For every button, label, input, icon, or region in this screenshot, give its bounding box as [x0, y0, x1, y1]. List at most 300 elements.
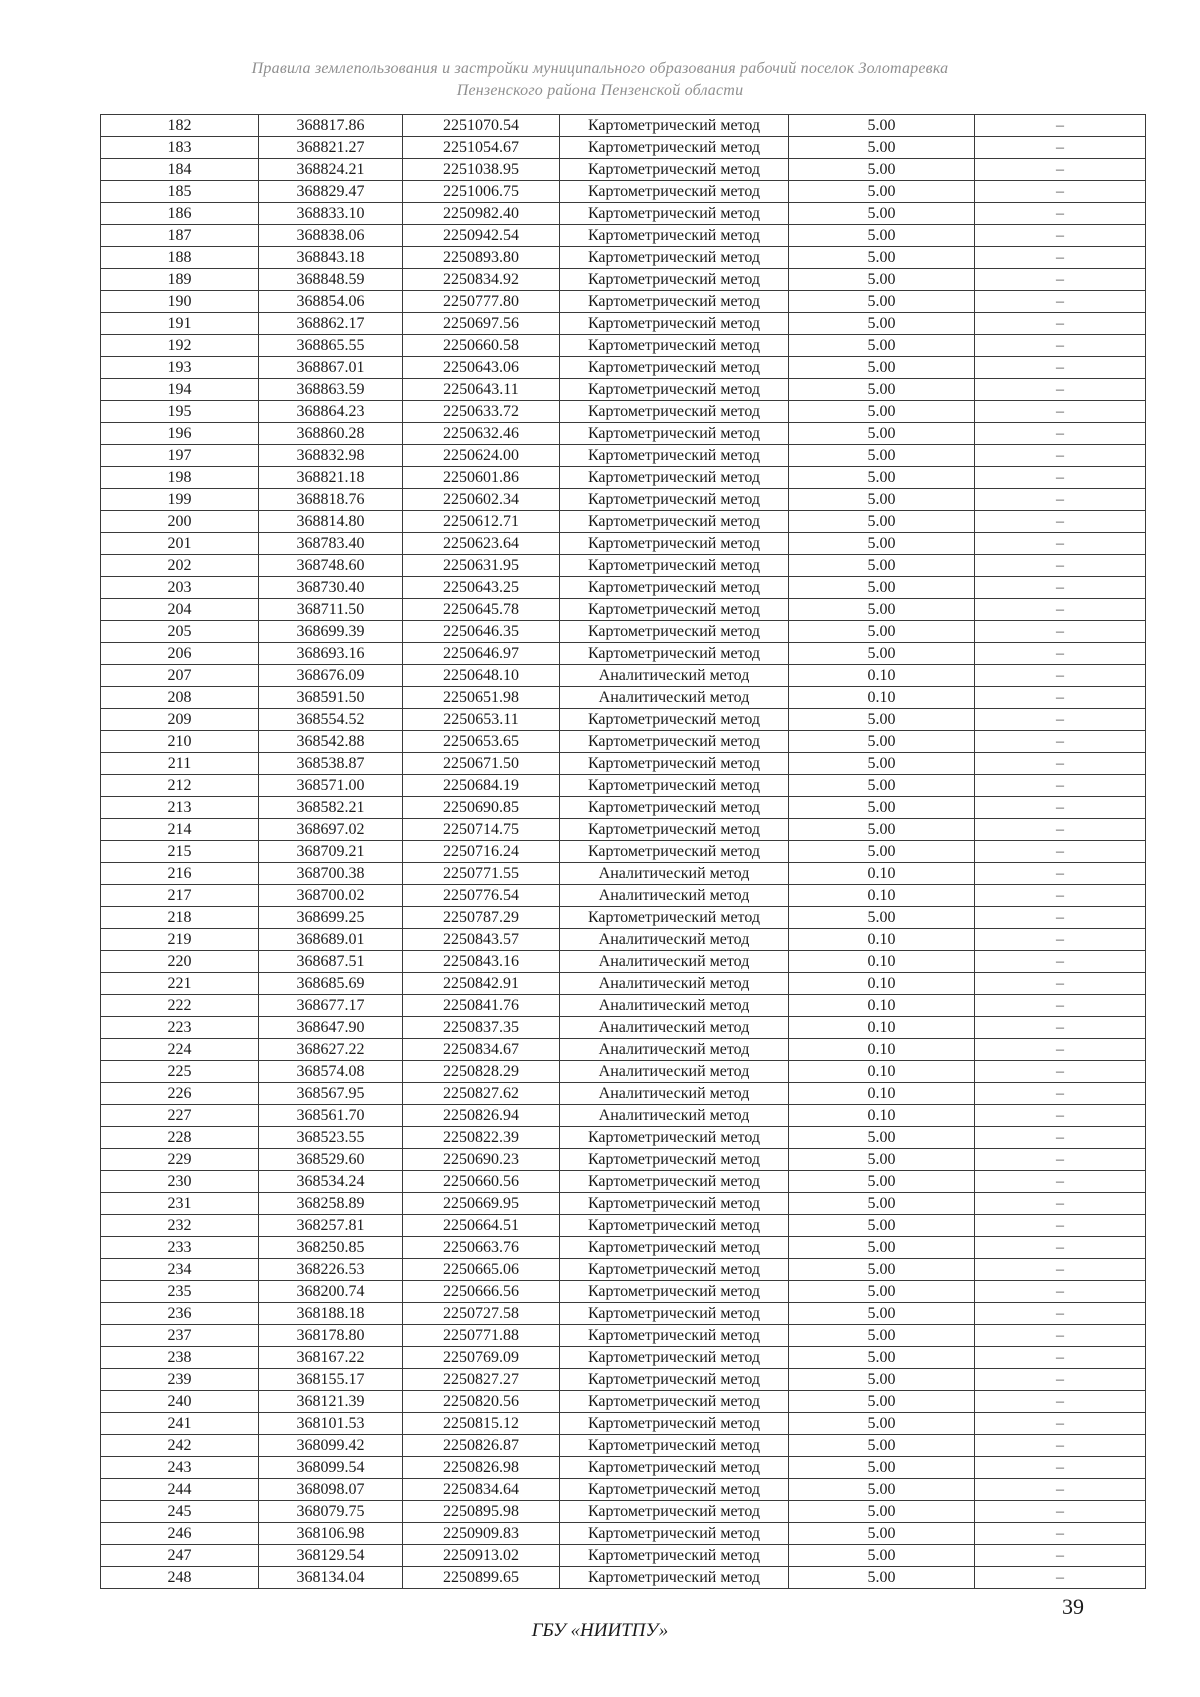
y-coordinate-cell: 2250624.00: [403, 445, 560, 467]
y-coordinate-cell: 2250828.29: [403, 1061, 560, 1083]
accuracy-cell: 5.00: [789, 313, 975, 335]
accuracy-cell: 5.00: [789, 269, 975, 291]
accuracy-cell: 5.00: [789, 291, 975, 313]
method-cell: Картометрический метод: [560, 269, 789, 291]
method-cell: Аналитический метод: [560, 1017, 789, 1039]
x-coordinate-cell: 368829.47: [259, 181, 403, 203]
note-cell: –: [975, 291, 1146, 313]
note-cell: –: [975, 1281, 1146, 1303]
x-coordinate-cell: 368257.81: [259, 1215, 403, 1237]
table-row: [101, 907, 1146, 929]
x-coordinate-cell: 368099.42: [259, 1435, 403, 1457]
accuracy-cell: 5.00: [789, 797, 975, 819]
page-number: 39: [1062, 1594, 1084, 1619]
accuracy-cell: 0.10: [789, 951, 975, 973]
accuracy-cell: 5.00: [789, 1391, 975, 1413]
note-cell: –: [975, 643, 1146, 665]
x-coordinate-cell: 368848.59: [259, 269, 403, 291]
method-cell: Картометрический метод: [560, 181, 789, 203]
note-cell: –: [975, 489, 1146, 511]
method-cell: Картометрический метод: [560, 467, 789, 489]
table-row: [101, 1369, 1146, 1391]
accuracy-cell: 0.10: [789, 1017, 975, 1039]
table-row: [101, 1149, 1146, 1171]
point-number-cell: 189: [101, 269, 259, 291]
method-cell: Картометрический метод: [560, 1193, 789, 1215]
point-number-cell: 188: [101, 247, 259, 269]
table-row: [101, 1171, 1146, 1193]
point-number-cell: 210: [101, 731, 259, 753]
method-cell: Картометрический метод: [560, 797, 789, 819]
note-cell: –: [975, 181, 1146, 203]
table-row: [101, 621, 1146, 643]
accuracy-cell: 5.00: [789, 335, 975, 357]
y-coordinate-cell: 2250942.54: [403, 225, 560, 247]
point-number-cell: 227: [101, 1105, 259, 1127]
y-coordinate-cell: 2250648.10: [403, 665, 560, 687]
point-number-cell: 217: [101, 885, 259, 907]
table-row: [101, 1391, 1146, 1413]
method-cell: Картометрический метод: [560, 1413, 789, 1435]
x-coordinate-cell: 368542.88: [259, 731, 403, 753]
method-cell: Картометрический метод: [560, 137, 789, 159]
accuracy-cell: 5.00: [789, 1215, 975, 1237]
x-coordinate-cell: 368832.98: [259, 445, 403, 467]
method-cell: Картометрический метод: [560, 1303, 789, 1325]
accuracy-cell: 0.10: [789, 1039, 975, 1061]
x-coordinate-cell: 368697.02: [259, 819, 403, 841]
accuracy-cell: 5.00: [789, 1479, 975, 1501]
y-coordinate-cell: 2250632.46: [403, 423, 560, 445]
accuracy-cell: 5.00: [789, 1325, 975, 1347]
note-cell: –: [975, 819, 1146, 841]
x-coordinate-cell: 368591.50: [259, 687, 403, 709]
point-number-cell: 196: [101, 423, 259, 445]
method-cell: Картометрический метод: [560, 423, 789, 445]
table-row: [101, 423, 1146, 445]
accuracy-cell: 5.00: [789, 1435, 975, 1457]
x-coordinate-cell: 368699.25: [259, 907, 403, 929]
table-row: [101, 379, 1146, 401]
y-coordinate-cell: 2250787.29: [403, 907, 560, 929]
table-row: [101, 1523, 1146, 1545]
y-coordinate-cell: 2250899.65: [403, 1567, 560, 1589]
x-coordinate-cell: 368730.40: [259, 577, 403, 599]
point-number-cell: 194: [101, 379, 259, 401]
method-cell: Картометрический метод: [560, 115, 789, 137]
point-number-cell: 187: [101, 225, 259, 247]
point-number-cell: 203: [101, 577, 259, 599]
x-coordinate-cell: 368129.54: [259, 1545, 403, 1567]
point-number-cell: 240: [101, 1391, 259, 1413]
x-coordinate-cell: 368709.21: [259, 841, 403, 863]
point-number-cell: 195: [101, 401, 259, 423]
table-row: [101, 1105, 1146, 1127]
note-cell: –: [975, 533, 1146, 555]
note-cell: –: [975, 1193, 1146, 1215]
point-number-cell: 247: [101, 1545, 259, 1567]
point-number-cell: 199: [101, 489, 259, 511]
x-coordinate-cell: 368188.18: [259, 1303, 403, 1325]
method-cell: Картометрический метод: [560, 1171, 789, 1193]
header-line-2: Пензенского района Пензенской области: [456, 82, 744, 99]
point-number-cell: 185: [101, 181, 259, 203]
accuracy-cell: 5.00: [789, 753, 975, 775]
point-number-cell: 224: [101, 1039, 259, 1061]
x-coordinate-cell: 368700.38: [259, 863, 403, 885]
method-cell: Аналитический метод: [560, 687, 789, 709]
y-coordinate-cell: 2250837.35: [403, 1017, 560, 1039]
y-coordinate-cell: 2250690.23: [403, 1149, 560, 1171]
y-coordinate-cell: 2250601.86: [403, 467, 560, 489]
x-coordinate-cell: 368814.80: [259, 511, 403, 533]
table-row: [101, 929, 1146, 951]
method-cell: Картометрический метод: [560, 1127, 789, 1149]
accuracy-cell: 5.00: [789, 203, 975, 225]
accuracy-cell: 5.00: [789, 379, 975, 401]
accuracy-cell: 5.00: [789, 137, 975, 159]
table-row: [101, 1281, 1146, 1303]
x-coordinate-cell: 368783.40: [259, 533, 403, 555]
method-cell: Картометрический метод: [560, 1325, 789, 1347]
table-row: [101, 1567, 1146, 1589]
point-number-cell: 235: [101, 1281, 259, 1303]
x-coordinate-cell: 368121.39: [259, 1391, 403, 1413]
accuracy-cell: 0.10: [789, 863, 975, 885]
accuracy-cell: 5.00: [789, 489, 975, 511]
method-cell: Картометрический метод: [560, 1347, 789, 1369]
method-cell: Аналитический метод: [560, 1039, 789, 1061]
note-cell: –: [975, 907, 1146, 929]
point-number-cell: 246: [101, 1523, 259, 1545]
table-row: [101, 401, 1146, 423]
note-cell: –: [975, 577, 1146, 599]
note-cell: –: [975, 1567, 1146, 1589]
table-row: [101, 181, 1146, 203]
y-coordinate-cell: 2250727.58: [403, 1303, 560, 1325]
accuracy-cell: 5.00: [789, 1369, 975, 1391]
table-row: [101, 665, 1146, 687]
accuracy-cell: 5.00: [789, 599, 975, 621]
y-coordinate-cell: 2250826.98: [403, 1457, 560, 1479]
point-number-cell: 193: [101, 357, 259, 379]
point-number-cell: 245: [101, 1501, 259, 1523]
y-coordinate-cell: 2250834.64: [403, 1479, 560, 1501]
note-cell: –: [975, 467, 1146, 489]
note-cell: –: [975, 357, 1146, 379]
point-number-cell: 244: [101, 1479, 259, 1501]
table-row: [101, 1325, 1146, 1347]
accuracy-cell: 5.00: [789, 401, 975, 423]
method-cell: Картометрический метод: [560, 357, 789, 379]
table-row: [101, 357, 1146, 379]
x-coordinate-cell: 368167.22: [259, 1347, 403, 1369]
x-coordinate-cell: 368699.39: [259, 621, 403, 643]
footer-organization: ГБУ «НИИТПУ»: [531, 1620, 669, 1641]
y-coordinate-cell: 2250834.67: [403, 1039, 560, 1061]
note-cell: –: [975, 929, 1146, 951]
method-cell: Картометрический метод: [560, 1237, 789, 1259]
method-cell: Картометрический метод: [560, 533, 789, 555]
y-coordinate-cell: 2250633.72: [403, 401, 560, 423]
table-row: [101, 115, 1146, 137]
note-cell: –: [975, 1171, 1146, 1193]
point-number-cell: 198: [101, 467, 259, 489]
note-cell: –: [975, 1303, 1146, 1325]
note-cell: –: [975, 797, 1146, 819]
method-cell: Картометрический метод: [560, 1369, 789, 1391]
y-coordinate-cell: 2251070.54: [403, 115, 560, 137]
point-number-cell: 192: [101, 335, 259, 357]
method-cell: Картометрический метод: [560, 313, 789, 335]
table-row: [101, 335, 1146, 357]
y-coordinate-cell: 2250690.85: [403, 797, 560, 819]
accuracy-cell: 5.00: [789, 115, 975, 137]
table-row: [101, 1413, 1146, 1435]
x-coordinate-cell: 368155.17: [259, 1369, 403, 1391]
x-coordinate-cell: 368582.21: [259, 797, 403, 819]
method-cell: Картометрический метод: [560, 643, 789, 665]
x-coordinate-cell: 368226.53: [259, 1259, 403, 1281]
x-coordinate-cell: 368529.60: [259, 1149, 403, 1171]
accuracy-cell: 0.10: [789, 1061, 975, 1083]
note-cell: –: [975, 1369, 1146, 1391]
y-coordinate-cell: 2250651.98: [403, 687, 560, 709]
x-coordinate-cell: 368676.09: [259, 665, 403, 687]
table-row: [101, 863, 1146, 885]
note-cell: –: [975, 775, 1146, 797]
table-row: [101, 687, 1146, 709]
x-coordinate-cell: 368685.69: [259, 973, 403, 995]
accuracy-cell: 5.00: [789, 1303, 975, 1325]
y-coordinate-cell: 2250769.09: [403, 1347, 560, 1369]
table-row: [101, 313, 1146, 335]
accuracy-cell: 0.10: [789, 929, 975, 951]
y-coordinate-cell: 2250623.64: [403, 533, 560, 555]
method-cell: Картометрический метод: [560, 1545, 789, 1567]
y-coordinate-cell: 2250842.91: [403, 973, 560, 995]
method-cell: Аналитический метод: [560, 973, 789, 995]
y-coordinate-cell: 2250909.83: [403, 1523, 560, 1545]
accuracy-cell: 5.00: [789, 1457, 975, 1479]
table-row: [101, 467, 1146, 489]
y-coordinate-cell: 2250893.80: [403, 247, 560, 269]
table-row: [101, 445, 1146, 467]
accuracy-cell: 5.00: [789, 1127, 975, 1149]
table-row: [101, 819, 1146, 841]
note-cell: –: [975, 1391, 1146, 1413]
accuracy-cell: 5.00: [789, 445, 975, 467]
method-cell: Картометрический метод: [560, 379, 789, 401]
point-number-cell: 220: [101, 951, 259, 973]
point-number-cell: 219: [101, 929, 259, 951]
point-number-cell: 236: [101, 1303, 259, 1325]
coordinates-table-body: [101, 115, 1146, 1589]
x-coordinate-cell: 368821.18: [259, 467, 403, 489]
method-cell: Картометрический метод: [560, 1567, 789, 1589]
accuracy-cell: 5.00: [789, 907, 975, 929]
accuracy-cell: 5.00: [789, 357, 975, 379]
note-cell: –: [975, 1501, 1146, 1523]
x-coordinate-cell: 368134.04: [259, 1567, 403, 1589]
point-number-cell: 226: [101, 1083, 259, 1105]
method-cell: Картометрический метод: [560, 621, 789, 643]
method-cell: Картометрический метод: [560, 775, 789, 797]
x-coordinate-cell: 368748.60: [259, 555, 403, 577]
point-number-cell: 207: [101, 665, 259, 687]
note-cell: –: [975, 1413, 1146, 1435]
method-cell: Картометрический метод: [560, 709, 789, 731]
note-cell: –: [975, 1347, 1146, 1369]
accuracy-cell: 5.00: [789, 247, 975, 269]
y-coordinate-cell: 2250771.55: [403, 863, 560, 885]
note-cell: –: [975, 621, 1146, 643]
method-cell: Картометрический метод: [560, 1523, 789, 1545]
point-number-cell: 218: [101, 907, 259, 929]
point-number-cell: 221: [101, 973, 259, 995]
x-coordinate-cell: 368106.98: [259, 1523, 403, 1545]
y-coordinate-cell: 2250820.56: [403, 1391, 560, 1413]
note-cell: –: [975, 423, 1146, 445]
note-cell: –: [975, 951, 1146, 973]
y-coordinate-cell: 2250827.62: [403, 1083, 560, 1105]
x-coordinate-cell: 368821.27: [259, 137, 403, 159]
accuracy-cell: 0.10: [789, 885, 975, 907]
method-cell: Картометрический метод: [560, 445, 789, 467]
point-number-cell: 214: [101, 819, 259, 841]
accuracy-cell: 5.00: [789, 1567, 975, 1589]
y-coordinate-cell: 2250602.34: [403, 489, 560, 511]
x-coordinate-cell: 368818.76: [259, 489, 403, 511]
method-cell: Аналитический метод: [560, 1083, 789, 1105]
y-coordinate-cell: 2250913.02: [403, 1545, 560, 1567]
y-coordinate-cell: 2251038.95: [403, 159, 560, 181]
accuracy-cell: 5.00: [789, 1193, 975, 1215]
accuracy-cell: 5.00: [789, 709, 975, 731]
point-number-cell: 230: [101, 1171, 259, 1193]
table-row: [101, 1303, 1146, 1325]
point-number-cell: 238: [101, 1347, 259, 1369]
method-cell: Картометрический метод: [560, 203, 789, 225]
y-coordinate-cell: 2250643.11: [403, 379, 560, 401]
accuracy-cell: 5.00: [789, 533, 975, 555]
y-coordinate-cell: 2250777.80: [403, 291, 560, 313]
point-number-cell: 183: [101, 137, 259, 159]
x-coordinate-cell: 368711.50: [259, 599, 403, 621]
note-cell: –: [975, 203, 1146, 225]
note-cell: –: [975, 1457, 1146, 1479]
point-number-cell: 216: [101, 863, 259, 885]
method-cell: Картометрический метод: [560, 1281, 789, 1303]
method-cell: Аналитический метод: [560, 929, 789, 951]
accuracy-cell: 5.00: [789, 1545, 975, 1567]
y-coordinate-cell: 2250663.76: [403, 1237, 560, 1259]
method-cell: Картометрический метод: [560, 1149, 789, 1171]
y-coordinate-cell: 2250714.75: [403, 819, 560, 841]
method-cell: Картометрический метод: [560, 1457, 789, 1479]
method-cell: Аналитический метод: [560, 995, 789, 1017]
accuracy-cell: 5.00: [789, 1347, 975, 1369]
method-cell: Картометрический метод: [560, 599, 789, 621]
x-coordinate-cell: 368099.54: [259, 1457, 403, 1479]
x-coordinate-cell: 368571.00: [259, 775, 403, 797]
accuracy-cell: 5.00: [789, 1281, 975, 1303]
note-cell: –: [975, 555, 1146, 577]
point-number-cell: 231: [101, 1193, 259, 1215]
accuracy-cell: 5.00: [789, 1171, 975, 1193]
x-coordinate-cell: 368101.53: [259, 1413, 403, 1435]
y-coordinate-cell: 2250665.06: [403, 1259, 560, 1281]
y-coordinate-cell: 2250771.88: [403, 1325, 560, 1347]
point-number-cell: 248: [101, 1567, 259, 1589]
table-row: [101, 1435, 1146, 1457]
y-coordinate-cell: 2250653.11: [403, 709, 560, 731]
point-number-cell: 213: [101, 797, 259, 819]
accuracy-cell: 5.00: [789, 1237, 975, 1259]
method-cell: Картометрический метод: [560, 577, 789, 599]
y-coordinate-cell: 2250982.40: [403, 203, 560, 225]
table-row: [101, 1017, 1146, 1039]
point-number-cell: 234: [101, 1259, 259, 1281]
x-coordinate-cell: 368534.24: [259, 1171, 403, 1193]
accuracy-cell: 5.00: [789, 1413, 975, 1435]
note-cell: –: [975, 1039, 1146, 1061]
y-coordinate-cell: 2250664.51: [403, 1215, 560, 1237]
table-row: [101, 643, 1146, 665]
y-coordinate-cell: 2250645.78: [403, 599, 560, 621]
y-coordinate-cell: 2250776.54: [403, 885, 560, 907]
point-number-cell: 212: [101, 775, 259, 797]
point-number-cell: 243: [101, 1457, 259, 1479]
note-cell: –: [975, 1325, 1146, 1347]
note-cell: –: [975, 1435, 1146, 1457]
x-coordinate-cell: 368824.21: [259, 159, 403, 181]
table-row: [101, 709, 1146, 731]
table-row: [101, 577, 1146, 599]
point-number-cell: 184: [101, 159, 259, 181]
table-row: [101, 775, 1146, 797]
note-cell: –: [975, 1149, 1146, 1171]
point-number-cell: 209: [101, 709, 259, 731]
x-coordinate-cell: 368687.51: [259, 951, 403, 973]
note-cell: –: [975, 1523, 1146, 1545]
accuracy-cell: 0.10: [789, 1083, 975, 1105]
method-cell: Аналитический метод: [560, 951, 789, 973]
x-coordinate-cell: 368689.01: [259, 929, 403, 951]
table-row: [101, 1215, 1146, 1237]
point-number-cell: 204: [101, 599, 259, 621]
y-coordinate-cell: 2250843.57: [403, 929, 560, 951]
method-cell: Картометрический метод: [560, 555, 789, 577]
method-cell: Картометрический метод: [560, 401, 789, 423]
note-cell: –: [975, 863, 1146, 885]
method-cell: Картометрический метод: [560, 1391, 789, 1413]
note-cell: –: [975, 335, 1146, 357]
header-line-1: Правила землепользования и застройки муниципального образования рабочий поселок Золотаревка: [251, 60, 949, 77]
y-coordinate-cell: 2250827.27: [403, 1369, 560, 1391]
coordinates-table: [100, 114, 1146, 1589]
x-coordinate-cell: 368554.52: [259, 709, 403, 731]
note-cell: –: [975, 247, 1146, 269]
y-coordinate-cell: 2250697.56: [403, 313, 560, 335]
y-coordinate-cell: 2250660.58: [403, 335, 560, 357]
x-coordinate-cell: 368098.07: [259, 1479, 403, 1501]
table-row: [101, 797, 1146, 819]
method-cell: Аналитический метод: [560, 1061, 789, 1083]
point-number-cell: 242: [101, 1435, 259, 1457]
point-number-cell: 201: [101, 533, 259, 555]
accuracy-cell: 5.00: [789, 1149, 975, 1171]
